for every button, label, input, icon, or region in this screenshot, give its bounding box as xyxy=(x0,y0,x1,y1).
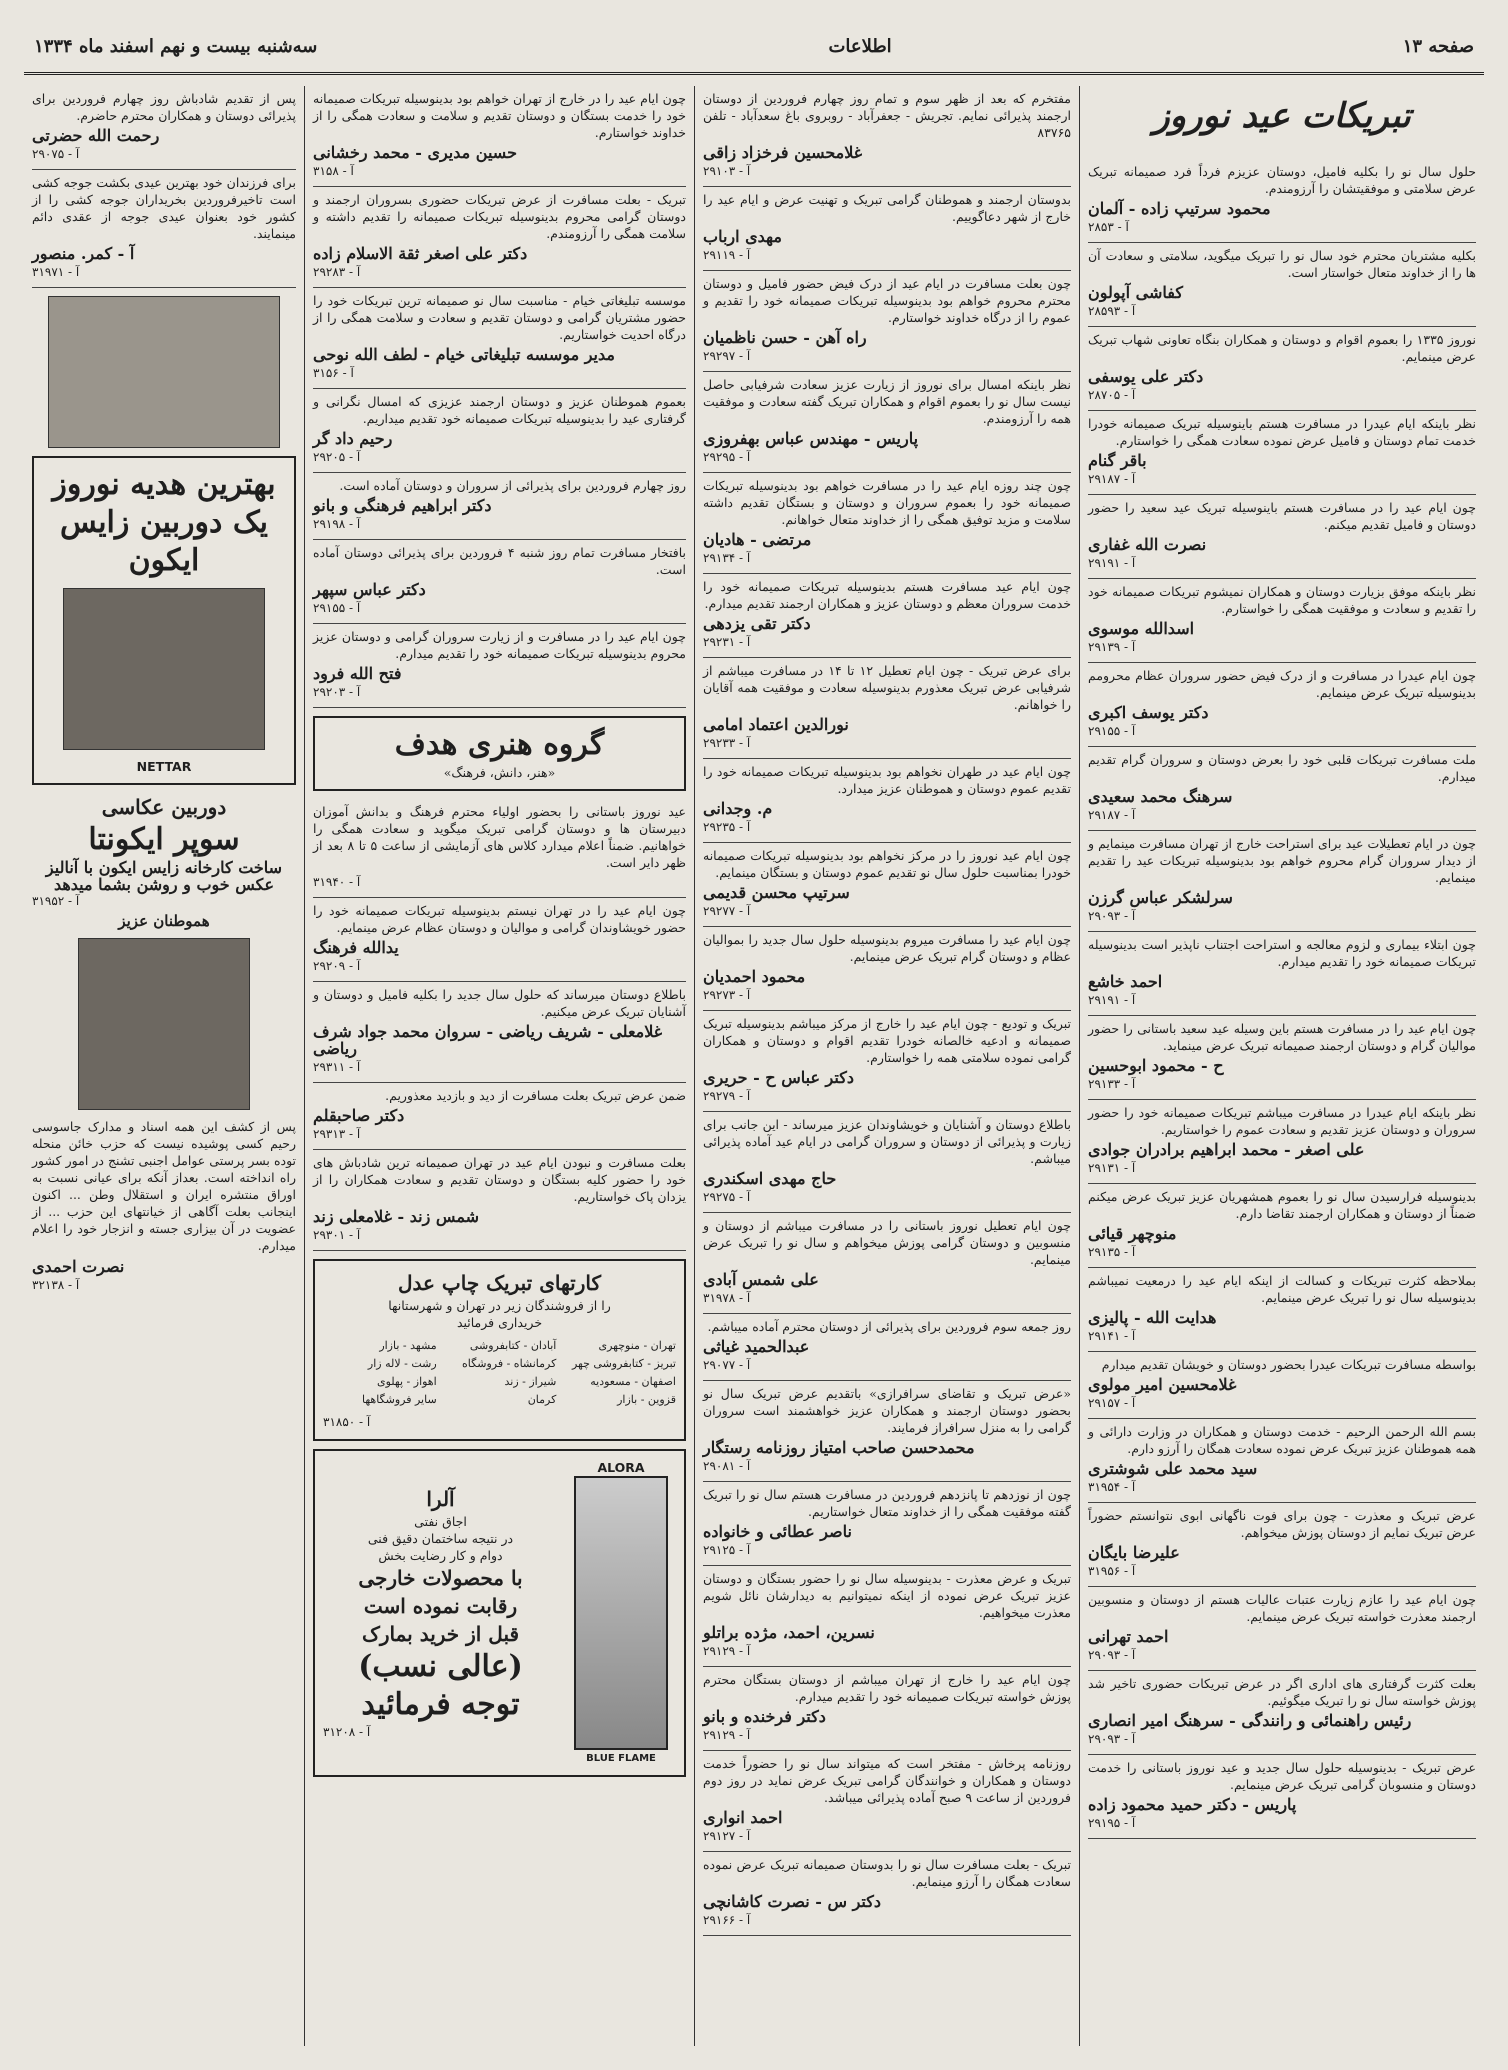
greeting-item xyxy=(313,982,686,1083)
greeting-signature: علی اصغر - محمد ابراهیم برادران جوادی xyxy=(1088,1140,1365,1159)
stove-line: در نتیجه ساختمان دقیق فنی xyxy=(367,1531,514,1546)
greeting-item xyxy=(313,624,686,708)
greeting-text: چون ایام عید را در مسافرت و از زیارت سروران گرامی و دوستان عزیز محروم بدینوسیله تبریکات صمیمانه خود را تقدیم میدارم. xyxy=(313,629,686,661)
greeting-text: نظر باینکه ایام عیدرا در مسافرت هستم باینوسیله تبریک صمیمانه خودرا خدمت تمام دوستان و فامیل عرض نموده سعادت همگی را خواستارم. xyxy=(1088,416,1476,448)
greeting-text: نظر باینکه امسال برای نوروز از زیارت عزیز سعادت شرفیابی حاصل نیست سال نو را بعموم اقوام و همکاران تبریک گفته سعادت و موفقیت همه را آرزومندم. xyxy=(703,377,1071,426)
stove-brand: آلرا xyxy=(426,1487,455,1511)
greeting-signature: ناصر عطائی و خانواده xyxy=(703,1522,852,1541)
greeting-text: بملاحظه کثرت تبریکات و کسالت از اینکه ایام عید را درمعیت نمیباشم بدینوسیله سال نو را تبریک عرض مینمایم. xyxy=(1088,1273,1476,1305)
greeting-item xyxy=(703,86,1071,187)
city-item: تهران - منوچهری xyxy=(598,1339,676,1352)
ad-code: آ - ۲۹۱۳۹ xyxy=(1088,640,1136,654)
ad-code: آ - ۳۱۹۴۰ xyxy=(313,875,361,889)
greeting-signature: عبدالحمید غیاثی xyxy=(703,1337,810,1356)
stove-line: رقابت نموده است xyxy=(363,1594,518,1618)
greeting-item xyxy=(313,898,686,982)
ad-code: آ - ۲۹۳۱۳ xyxy=(313,1127,361,1141)
ad-code: آ - ۳۱۹۷۱ xyxy=(32,265,80,279)
ad-code: آ - ۳۱۹۵۴ xyxy=(1088,1480,1136,1494)
greeting-item xyxy=(313,540,686,624)
greeting-item xyxy=(1088,932,1476,1016)
ad-code: آ - ۳۱۸۵۰ xyxy=(323,1415,371,1429)
greeting-item xyxy=(313,1150,686,1251)
ad-code: آ - ۲۹۱۳۱ xyxy=(1088,1161,1136,1175)
paper-name: اطلاعات xyxy=(828,35,892,57)
greeting-signature: دکتر یوسف اکبری xyxy=(1088,703,1209,722)
greeting-text: ضمن عرض تبریک بعلت مسافرت از دید و بازدید معذوریم. xyxy=(385,1088,686,1103)
ad-code: آ - ۲۹۱۵۷ xyxy=(1088,1396,1136,1410)
ad-code: آ - ۲۹۲۰۹ xyxy=(313,959,361,973)
greeting-item xyxy=(313,389,686,473)
greeting-text: چون ایام عید را در خارج از تهران خواهم بود بدینوسیله تبریکات صمیمانه خود را خدمت بستگان و دوستان تقدیم و سلامت و سعادت همگی را از خداوند خواستارم. xyxy=(313,91,686,140)
greeting-text: چون ایام عید را مسافرت میروم بدینوسیله حلول سال جدید را بموالیان عظام و دوستان گرام تبریک عرض مینمایم. xyxy=(703,932,1071,964)
greeting-item xyxy=(1088,1671,1476,1755)
greeting-signature: م. وجدانی xyxy=(703,799,773,818)
greeting-item xyxy=(313,1083,686,1150)
stove-ad xyxy=(313,1449,686,1777)
greeting-item xyxy=(1088,1503,1476,1587)
greeting-item xyxy=(313,473,686,540)
greeting-signature: علیرضا بایگان xyxy=(1088,1543,1180,1562)
greeting-text: برای فرزندان خود بهترین عیدی بکشت جوجه کشی است تاخیرفروردین بخریداران جوجه کشی را از کشور خود بعنوان عیدی جوجه از عقدی دائم مینمایند. xyxy=(32,175,296,241)
greeting-item xyxy=(703,1011,1071,1112)
greeting-text: بعلت مسافرت و نبودن ایام عید در تهران صمیمانه ترین شادباش های خود را حضور کلیه بستگان و دوستان تقدیم و سعادت همکاران را از یزدان پاک خواستاریم. xyxy=(313,1155,686,1204)
greeting-signature: نصرت الله غفاری xyxy=(1088,535,1207,554)
ad-code: آ - ۲۹۱۵۵ xyxy=(313,601,361,615)
greeting-text: تبریک - بعلت مسافرت از عرض تبریکات حضوری بسروران ارجمند و دوستان گرامی محروم بدینوسیله تبریکات صمیمانه را تقدیم داشته و سلامت همگی را آرزومندم. xyxy=(313,192,686,241)
greeting-signature: پاریس - مهندس عباس بهفروزی xyxy=(703,429,919,448)
column-ads xyxy=(24,86,304,2046)
stove-visual xyxy=(566,1459,676,1767)
greeting-text: روزنامه پرخاش - مفتخر است که میتواند سال نو را حضوراً خدمت دوستان و همکاران و خوانندگان گرامی تبریک عرض نماید در روز دوم فروردین از ساعت ۹ صبح آماده پذیرائی میباشد. xyxy=(703,1756,1071,1805)
cards-line: را از فروشندگان زیر در تهران و شهرستانها xyxy=(388,1298,611,1313)
camera-text: ساخت کارخانه زایس ایکون با آنالیز عکس خوب و روشن بشما میدهد xyxy=(45,858,283,894)
greeting-text: بعموم هموطنان عزیز و دوستان ارجمند عزیزی که امسال نگرانی و گرفتاری عید را بدینوسیله تبریکات صمیمانه خود تقدیم میداریم. xyxy=(313,394,686,426)
greeting-text: روز چهارم فروردین برای پذیرائی از سروران و دوستان آماده است. xyxy=(339,478,686,493)
greeting-signature: رحیم داد گر xyxy=(313,429,393,448)
greeting-item xyxy=(703,1213,1071,1314)
ad-code: آ - ۲۹۱۱۹ xyxy=(703,248,751,262)
greeting-item xyxy=(1088,495,1476,579)
greeting-signature: رئیس راهنمائی و رانندگی - سرهنگ امیر انصاری xyxy=(1088,1711,1412,1730)
greeting-item xyxy=(703,1667,1071,1751)
greeting-item xyxy=(1088,1352,1476,1419)
ad-code: آ - ۲۹۲۷۵ xyxy=(703,1190,751,1204)
greeting-signature: سرلشکر عباس گرزن xyxy=(1088,888,1233,907)
greeting-item xyxy=(703,759,1071,843)
ad-code: آ - ۲۹۱۸۷ xyxy=(1088,472,1136,486)
city-item: سایر فروشگاهها xyxy=(361,1393,437,1406)
greeting-signature: غلامحسین امیر مولوی xyxy=(1088,1375,1237,1394)
greeting-item xyxy=(1088,1016,1476,1100)
city-item: شیراز - زند xyxy=(504,1375,557,1388)
brand-latin: ALORA xyxy=(597,1460,645,1475)
portrait-photo xyxy=(78,938,250,1110)
greeting-text: عید نوروز باستانی را بحضور اولیاء محترم فرهنگ و بدانش آموزان دبیرستان ها و دوستان گرامی تبریک میگوید و سعادت همگی را خواهانیم. ضمناً اعلام میدارد کلاس های آزمایشی از ساعت ۵ تا ۸ بعد از ظهر دایر است. xyxy=(313,804,687,870)
ad-code: آ - ۲۹۲۷۹ xyxy=(703,1089,751,1103)
greeting-text: چون چند روزه ایام عید را در مسافرت خواهم بود بدینوسیله تبریکات صمیمانه خود را بعموم سروران و دوستان و بستگان تقدیم داشته سلامت و مزید توفیق همگی را از خداوند متعال خواهانم. xyxy=(703,478,1071,527)
greeting-text: چون ایام عید را عازم زیارت عتبات عالیات هستم از دوستان و منسوبین ارجمند معذرت خواسته تبریک عرض مینمایم. xyxy=(1088,1592,1476,1624)
greeting-signature: محمدحسن صاحب امتیاز روزنامه رستگار xyxy=(703,1438,975,1457)
greeting-signature: سرتیپ محسن قدیمی xyxy=(703,883,850,902)
greeting-signature: یدالله فرهنگ xyxy=(313,938,399,957)
city-item: رشت - لاله زار xyxy=(367,1357,437,1370)
ad-code: آ - ۲۹۲۰۳ xyxy=(313,685,361,699)
greeting-signature: احمد انواری xyxy=(703,1808,783,1827)
ad-code: آ - ۳۱۹۵۲ xyxy=(32,894,80,908)
greeting-text: تبریک و عرض معذرت - بدینوسیله سال نو را حضور بستگان و دوستان عزیز تبریک عرض نموده از اینکه نمیتوانیم به دیدارشان نائل شویم معذرت میخواهیم. xyxy=(703,1571,1071,1620)
stove-line: (عالی نسب) xyxy=(358,1649,523,1684)
stove-icon xyxy=(574,1476,668,1750)
greeting-item xyxy=(1088,1419,1476,1503)
greeting-text: چون در ایام تعطیلات عید برای استراحت خارج از تهران مسافرت مینمایم و از دیدار سروران گرام محروم خواهم بود بدینوسیله تبریکات عید را تقدیم مینمایم. xyxy=(1088,836,1476,885)
greeting-text: چون ایام عید را در مسافرت هستم باین وسیله عید سعید باستانی را حضور موالیان گرام و دوستان ارجمند صمیمانه تبریک عرض مینماید. xyxy=(1088,1021,1476,1053)
greeting-item xyxy=(1088,327,1476,411)
greetings-list xyxy=(313,799,686,1251)
greeting-signature: مدیر موسسه تبلیغاتی خیام - لطف الله نوحی xyxy=(313,345,615,364)
greetings-list xyxy=(313,86,686,708)
cards-line: خریداری فرمائید xyxy=(456,1315,543,1330)
greeting-text: روز جمعه سوم فروردین برای پذیرائی از دوستان محترم آماده میباشم. xyxy=(707,1319,1071,1334)
city-item: تبریز - کتابفروشی چهر xyxy=(571,1357,676,1370)
camera-ad xyxy=(32,456,296,785)
greeting-signature: راه آهن - حسن ناظمیان xyxy=(703,328,867,347)
greeting-item xyxy=(1088,411,1476,495)
greeting-item xyxy=(1088,831,1476,932)
greeting-text: چون ایام عید در طهران نخواهم بود بدینوسیله تبریکات صمیمانه خود را تقدیم عموم دوستان و هموطنان عزیز میدارد. xyxy=(703,764,1071,796)
greeting-signature: حاج مهدی اسکندری xyxy=(703,1169,837,1188)
ad-code: آ - ۲۹۱۹۱ xyxy=(1088,556,1136,570)
greeting-text: چون ایام عید را در مسافرت هستم باینوسیله تبریک عید سعید را حضور دوستان و فامیل تقدیم میکنم. xyxy=(1088,500,1476,532)
greeting-item xyxy=(703,1112,1071,1213)
greeting-text: چون ایام عید را در تهران نیستم بدینوسیله تبریکات صمیمانه خود را حضور خویشاوندان گرامی و موالیان و دوستان عظام عرض مینمایم. xyxy=(313,903,686,935)
greeting-signature: محمود سرتیپ زاده - آلمان xyxy=(1088,199,1271,218)
stove-text xyxy=(323,1485,558,1741)
greeting-text: نوروز ۱۳۳۵ را بعموم اقوام و دوستان و همکاران بنگاه تعاونی شهاب تبریک عرض مینمایم. xyxy=(1088,332,1476,364)
city-item: اصفهان - مسعودیه xyxy=(590,1375,676,1388)
greeting-item xyxy=(703,843,1071,927)
columns xyxy=(24,86,1484,2046)
ad-code: آ - ۲۹۱۲۷ xyxy=(703,1829,751,1843)
issue-date: سه‌شنبه بیست و نهم اسفند ماه ۱۳۳۴ xyxy=(34,35,318,57)
ad-code: آ - ۲۹۱۶۶ xyxy=(703,1913,751,1927)
ad-code: آ - ۲۹۲۳۵ xyxy=(703,820,751,834)
stove-line: قبل از خرید بمارک xyxy=(361,1622,520,1646)
column-greetings-1 xyxy=(1079,86,1484,2046)
ad-code: آ - ۲۹۲۹۷ xyxy=(703,349,751,363)
greeting-signature: علی شمس آبادی xyxy=(703,1270,819,1289)
ad-code: آ - ۲۸۵۹۳ xyxy=(1088,304,1136,318)
ad-code: آ - ۲۹۲۷۳ xyxy=(703,988,751,1002)
greeting-item xyxy=(313,187,686,288)
column-greetings-2 xyxy=(694,86,1079,2046)
greeting-signature: باقر گنام xyxy=(1088,451,1147,470)
greeting-item xyxy=(703,1482,1071,1566)
greeting-item xyxy=(1088,1184,1476,1268)
stove-line: دوام و کار رضایت بخش xyxy=(378,1548,503,1563)
greeting-signature: ح - محمود ابوحسین xyxy=(1088,1056,1224,1075)
ad-code: آ - ۲۹۰۸۱ xyxy=(703,1459,751,1473)
greeting-item xyxy=(703,1314,1071,1381)
greeting-text: نظر باینکه موفق بزیارت دوستان و همکاران نمیشوم تبریکات صمیمانه خود را تقدیم و سعادت و موفقیت همگی را خواستارم. xyxy=(1088,584,1476,616)
greeting-signature: نسرین، احمد، مژده براتلو xyxy=(703,1623,875,1642)
super-ikonta-ad xyxy=(32,793,296,910)
stove-line: توجه فرمائید xyxy=(361,1687,520,1722)
greeting-signature: غلامحسین فرخزاد زاقی xyxy=(703,143,863,162)
greeting-text: چون ایام عید مسافرت هستم بدینوسیله تبریکات صمیمانه خود را خدمت سروران معظم و دوستان عزیز و همکاران ارجمند تقدیم میدارم. xyxy=(703,579,1071,611)
greeting-signature: مهدی ارباب xyxy=(703,227,782,246)
greeting-item xyxy=(703,927,1071,1011)
greeting-item xyxy=(1088,1755,1476,1839)
greeting-item xyxy=(1088,1587,1476,1671)
ad-code: آ - ۲۸۷۰۵ xyxy=(1088,388,1136,402)
greeting-signature: دکتر تقی یزدهی xyxy=(703,614,811,633)
city-item: کرمان xyxy=(527,1393,557,1406)
ad-code: آ - ۲۹۱۳۳ xyxy=(1088,1077,1136,1091)
greeting-item xyxy=(703,473,1071,574)
city-item: کرمانشاه - فروشگاه xyxy=(462,1357,557,1370)
ad-code: آ - ۲۹۱۸۷ xyxy=(1088,808,1136,822)
page-number: صفحه ۱۳ xyxy=(1402,35,1474,57)
ad-code: آ - ۲۸۵۳ xyxy=(1088,220,1129,234)
greeting-item xyxy=(703,1852,1071,1936)
city-item: مشهد - بازار xyxy=(379,1339,437,1352)
greeting-item xyxy=(1088,243,1476,327)
gift-line: ایکون xyxy=(128,543,200,578)
greeting-text: برای عرض تبریک - چون ایام تعطیل ۱۲ تا ۱۴ در مسافرت میباشم از شرفیابی عرض تبریک معذورم بدینوسیله سعادت و موفقیت همه آقایان را خواهانم. xyxy=(703,663,1071,712)
greeting-text: بافتخار مسافرت تمام روز شنبه ۴ فروردین برای پذیرائی دوستان آماده است. xyxy=(313,545,686,577)
greetings-list xyxy=(1088,159,1476,1839)
ad-code: آ - ۲۹۱۹۵ xyxy=(1088,1816,1136,1830)
greeting-text: تبریک و تودیع - چون ایام عید را خارج از مرکز میباشم بدینوسیله تبریک صمیمانه و ادعیه خالصانه خودرا تقدیم اقوام و دوستان و همکاران گرامی نموده سلامتی همه را خواستارم. xyxy=(703,1016,1071,1065)
ad-code: آ - ۲۹۰۹۳ xyxy=(1088,1732,1136,1746)
greeting-signature: دکتر صاحبقلم xyxy=(313,1106,405,1125)
greeting-text: ملت مسافرت تبریکات قلبی خود را بعرض دوستان و سروران گرام تقدیم میدارم. xyxy=(1088,752,1476,784)
greeting-text: چون ابتلاء بیماری و لزوم معالجه و استراحت اجتناب ناپذیر است بدینوسیله تبریکات صمیمانه خود را تقدیم میدارم. xyxy=(1088,937,1476,969)
group-subtitle: «هنر، دانش، فرهنگ» xyxy=(443,765,556,780)
greeting-signature: دکتر س - نصرت کاشانچی xyxy=(703,1892,881,1911)
cities-list xyxy=(323,1337,676,1408)
greeting-item xyxy=(703,372,1071,473)
greeting-item xyxy=(32,170,296,288)
greeting-text: باطلاع دوستان میرساند که حلول سال جدید را بکلیه فامیل و دوستان و آشنایان تبریک عرض میکنیم. xyxy=(313,987,686,1019)
greeting-signature: دکتر فرخنده و بانو xyxy=(703,1707,826,1726)
ad-code: آ - ۲۹۰۹۳ xyxy=(1088,909,1136,923)
group-ad xyxy=(313,716,686,791)
greeting-signature: اسدالله موسوی xyxy=(1088,619,1195,638)
greeting-signature: نورالدین اعتماد امامی xyxy=(703,715,849,734)
ad-code: آ - ۳۲۱۳۸ xyxy=(32,1278,80,1292)
greeting-signature: حسین مدیری - محمد رخشانی xyxy=(313,143,517,162)
ad-code: آ - ۲۹۲۸۳ xyxy=(313,265,361,279)
greeting-item xyxy=(1088,1268,1476,1352)
cards-ad xyxy=(313,1259,686,1441)
ad-code: آ - ۲۹۲۰۵ xyxy=(313,450,361,464)
greeting-item xyxy=(1088,747,1476,831)
city-item: اهواز - پهلوی xyxy=(376,1375,437,1388)
greetings-list xyxy=(703,86,1071,1936)
ad-code: آ - ۲۹۱۴۱ xyxy=(1088,1329,1136,1343)
greeting-signature: سید محمد علی شوشتری xyxy=(1088,1459,1258,1478)
page-header xyxy=(24,20,1484,75)
greeting-item xyxy=(703,658,1071,759)
greeting-text: بدوستان ارجمند و هموطنان گرامی تبریک و تهنیت عرض و ایام عید را خارج از شهر دعاگوییم. xyxy=(703,192,1071,224)
greeting-text: «عرض تبریک و تقاضای سرافرازی» باتقدیم عرض تبریک سال نو بحضور دوستان ارجمند و همکاران عزیز خواهشمند است سروران گرامی را به منزل سرافراز فرمایند. xyxy=(703,1386,1071,1435)
greeting-signature: دکتر علی اصغر ثقة الاسلام زاده xyxy=(313,244,528,263)
greeting-text: بعلت کثرت گرفتاری های اداری اگر در عرض تبریکات حضوری تاخیر شد پوزش خواسته سال نو را تبریک میگوئیم. xyxy=(1088,1676,1476,1708)
cards-title: کارتهای تبریک چاپ عدل xyxy=(397,1271,602,1295)
greeting-text: باطلاع دوستان و آشنایان و خویشاوندان عزیز میرساند - این جانب برای زیارت و پذیرائی از دوستان و سروران گرامی در ایام عید آماده پذیرائی میباشم. xyxy=(703,1117,1071,1166)
greeting-text: مفتخرم که بعد از ظهر سوم و تمام روز چهارم فروردین از دوستان ارجمند پذیرائی نمایم. تجریش - جعفرآباد - روبروی باغ سعدآباد - تلفن ۸۳۷۶۵ xyxy=(703,91,1071,140)
statement-signature: نصرت احمدی xyxy=(32,1257,125,1276)
greeting-text: چون ایام تعطیل نوروز باستانی را در مسافرت میباشم از دوستان و منسوبین و دوستان گرامی پوزش میخواهم و سال نو را تبریک عرض مینمایم. xyxy=(703,1218,1071,1267)
camera-line: سوپر ایکونتا xyxy=(88,822,240,857)
greeting-signature: سرهنگ محمد سعیدی xyxy=(1088,787,1233,806)
greeting-text: موسسه تبلیغاتی خیام - مناسبت سال نو صمیمانه ترین تبریکات خود را حضور مشتریان گرامی و دوستان تقدیم و سعادت و سلامت همگی را از درگاه احدیت خواستاریم. xyxy=(313,293,686,342)
ad-code: آ - ۲۹۰۷۷ xyxy=(703,1358,751,1372)
greeting-signature: دکتر علی یوسفی xyxy=(1088,367,1204,386)
ad-code: آ - ۳۱۹۷۸ xyxy=(703,1291,751,1305)
greeting-signature: دکتر عباس سپهر xyxy=(313,580,426,599)
ad-code: آ - ۲۹۱۲۹ xyxy=(703,1728,751,1742)
greeting-signature: پاریس - دکتر حمید محمود زاده xyxy=(1088,1795,1297,1814)
ad-code: آ - ۲۹۱۳۴ xyxy=(703,551,751,565)
greeting-signature: منوچهر قیائی xyxy=(1088,1224,1177,1243)
greeting-text: بکلیه مشتریان محترم خود سال نو را تبریک میگوید، سلامتی و سعادت آن ها را از خداوند متعال خواستار است. xyxy=(1088,248,1476,280)
ad-code: آ - ۲۹۰۹۳ xyxy=(1088,1648,1136,1662)
ad-code: آ - ۲۹۲۹۵ xyxy=(703,450,751,464)
ad-code: آ - ۲۹۲۷۷ xyxy=(703,904,751,918)
greeting-text: چون از نوزدهم تا پانزدهم فروردین در مسافرت هستم سال نو را تبریک گفته موفقیت همگی را از خداوند متعال خواستاریم. xyxy=(703,1487,1071,1519)
greeting-signature: فتح الله فرود xyxy=(313,664,402,683)
greeting-item xyxy=(1088,663,1476,747)
section-title: تبریکات عید نوروز xyxy=(1153,96,1411,136)
stove-line: با محصولات خارجی xyxy=(358,1566,523,1590)
greeting-signature: هدایت الله - پالیزی xyxy=(1088,1308,1217,1327)
greeting-text: عرض تبریک - بدینوسیله حلول سال جدید و عید نوروز باستانی را خدمت دوستان و منسوبان گرامی تبریک عرض مینمایم. xyxy=(1088,1760,1476,1792)
ad-code: آ - ۳۱۲۰۸ xyxy=(323,1725,371,1739)
ad-code: آ - ۲۹۳۱۱ xyxy=(313,1060,361,1074)
greeting-text: نظر باینکه ایام عیدرا در مسافرت میباشم تبریکات صمیمانه خود را حضور سروران و دوستان عزیز تقدیم و سعادت عموم را خواستاریم. xyxy=(1088,1105,1476,1137)
greeting-item xyxy=(313,86,686,187)
greeting-signature: دکتر ابراهیم فرهنگی و بانو xyxy=(313,496,492,515)
statement-text: پس از کشف این همه اسناد و مدارک جاسوسی رحیم کسی پوشیده نیست که حزب خائن منحله توده بسر پرستی عوامل اجنبی تشنج در امور کشور راه انداخته است. بعداز آنکه برای عیانی نسبت به اوراق منتشره ایران و استقلال وطن ... اکنون اینجانب بعلت آگاهی از خیانتهای این حزب ... از عضویت در آن بیزاری جسته و انزجار خود را اعلام میدارم. xyxy=(32,1119,296,1253)
greeting-signature: غلامعلی - شریف ریاضی - سروان محمد جواد شرف ریاضی xyxy=(313,1022,663,1058)
ad-code: آ - ۲۹۱۹۸ xyxy=(313,517,361,531)
ad-code: آ - ۳۱۵۸ xyxy=(313,164,354,178)
greeting-item xyxy=(703,574,1071,658)
greeting-signature: محمود احمدیان xyxy=(703,967,806,986)
greeting-item xyxy=(313,799,686,898)
greeting-item xyxy=(32,86,296,170)
greeting-item xyxy=(1088,159,1476,243)
greeting-signature: احمد تهرانی xyxy=(1088,1627,1169,1646)
greeting-text: بسم الله الرحمن الرحیم - خدمت دوستان و همکاران در وزارت دارائی و همه هموطنان عزیز تبریک عرض نموده سعادت همگان را آرزو دارم. xyxy=(1088,1424,1476,1456)
greeting-item xyxy=(703,1566,1071,1667)
chicks-illustration xyxy=(48,296,280,448)
ad-code: آ - ۲۹۲۳۱ xyxy=(703,635,751,649)
greeting-item xyxy=(1088,1100,1476,1184)
newspaper-page xyxy=(24,20,1484,2050)
greeting-text: تبریک - بعلت مسافرت سال نو را بدوستان صمیمانه تبریک عرض نموده سعادت همگان را آرزو مینمایم. xyxy=(703,1857,1071,1889)
ad-code: آ - ۲۹۱۹۱ xyxy=(1088,993,1136,1007)
greeting-text: بدینوسیله فرارسیدن سال نو را بعموم همشهریان عزیز تبریک عرض میکنم ضمناً از دوستان و همکاران ارجمند تقاضا دارم. xyxy=(1088,1189,1476,1221)
greeting-signature: احمد خاشع xyxy=(1088,972,1163,991)
greeting-signature: شمس زند - غلامعلی زند xyxy=(313,1207,479,1226)
ad-code: آ - ۲۹۲۳۳ xyxy=(703,736,751,750)
camera-line: دوربین عکاسی xyxy=(101,795,227,819)
greeting-text: بواسطه مسافرت تبریکات عیدرا بحضور دوستان و خویشان تقدیم میدارم xyxy=(1101,1357,1476,1372)
greeting-item xyxy=(703,187,1071,271)
ad-code: آ - ۲۹۳۰۱ xyxy=(313,1228,361,1242)
ad-code: آ - ۲۹۰۷۵ xyxy=(32,147,80,161)
greetings-list xyxy=(32,86,296,288)
city-item: آبادان - کتابفروشی xyxy=(469,1339,557,1352)
ad-code: آ - ۲۹۱۲۹ xyxy=(703,1644,751,1658)
greeting-text: چون ایام عید نوروز را در مرکز نخواهم بود بدینوسیله تبریکات صمیمانه خودرا بمناسبت حلول سال نو تقدیم عموم دوستان و بستگان مینمایم. xyxy=(703,848,1071,880)
gift-line: یک دوربین زایس xyxy=(59,505,269,540)
greeting-signature: کفاشی آپولون xyxy=(1088,283,1183,302)
greeting-item xyxy=(703,1381,1071,1482)
greeting-text: پس از تقدیم شادباش روز چهارم فروردین برای پذیرائی دوستان و همکاران محترم حاضرم. xyxy=(32,91,296,123)
city-item: قزوین - بازار xyxy=(617,1393,676,1406)
greeting-item xyxy=(703,1751,1071,1852)
patriots-heading: هموطنان عزیز xyxy=(118,912,210,930)
gift-line: بهترین هدیه نوروز xyxy=(52,467,276,502)
greeting-text: چون ایام عیدرا در مسافرت و از درک فیض حضور سروران عظام محرومم بدینوسیله تبریک عرض مینمایم. xyxy=(1088,668,1476,700)
ad-code: آ - ۲۹۱۰۳ xyxy=(703,164,751,178)
greeting-signature: رحمت الله حضرتی xyxy=(32,126,160,145)
greeting-text: عرض تبریک و معذرت - چون برای فوت ناگهانی ابوی نتوانستم حضوراً عرض تبریک نمایم از دوستان پوزش میخواهم. xyxy=(1088,1508,1476,1540)
stove-label: اجاق نفتی xyxy=(414,1514,467,1529)
greeting-signature: دکتر عباس ح - حریری xyxy=(703,1068,854,1087)
ad-code: آ - ۲۹۱۵۵ xyxy=(1088,724,1136,738)
greeting-item xyxy=(1088,579,1476,663)
greeting-item xyxy=(703,271,1071,372)
nettar-label: NETTAR xyxy=(136,759,192,774)
ad-code: آ - ۳۱۹۵۶ xyxy=(1088,1564,1136,1578)
group-title: گروه هنری هدف xyxy=(394,727,605,762)
greeting-signature: آ - کمر. منصور xyxy=(32,244,135,263)
greeting-text: چون ایام عید را خارج از تهران میباشم از دوستان بستگان محترم پوزش خواسته تبریکات صمیمانه خود را تقدیم میدارم. xyxy=(703,1672,1071,1704)
greeting-signature: مرتضی - هادیان xyxy=(703,530,812,549)
greeting-item xyxy=(313,288,686,389)
flame-label: BLUE FLAME xyxy=(586,1753,656,1764)
column-greetings-3 xyxy=(304,86,694,2046)
greeting-text: حلول سال نو را بکلیه فامیل، دوستان عزیزم فرداً فرد صمیمانه تبریک عرض سلامتی و موفقیتشان را آرزومندم. xyxy=(1088,164,1476,196)
camera-photo xyxy=(63,588,265,750)
ad-code: آ - ۳۱۵۶ xyxy=(313,366,354,380)
greeting-text: چون بعلت مسافرت در ایام عید از درک فیض حضور فامیل و دوستان محترم محروم خواهم بود بدینوسیله تبریکات صمیمانه خود را تقدیم و عموم را از درگاه خداوند خواستارم. xyxy=(703,276,1071,325)
ad-code: آ - ۲۹۱۳۵ xyxy=(1088,1245,1136,1259)
ad-code: آ - ۲۹۱۲۵ xyxy=(703,1543,751,1557)
